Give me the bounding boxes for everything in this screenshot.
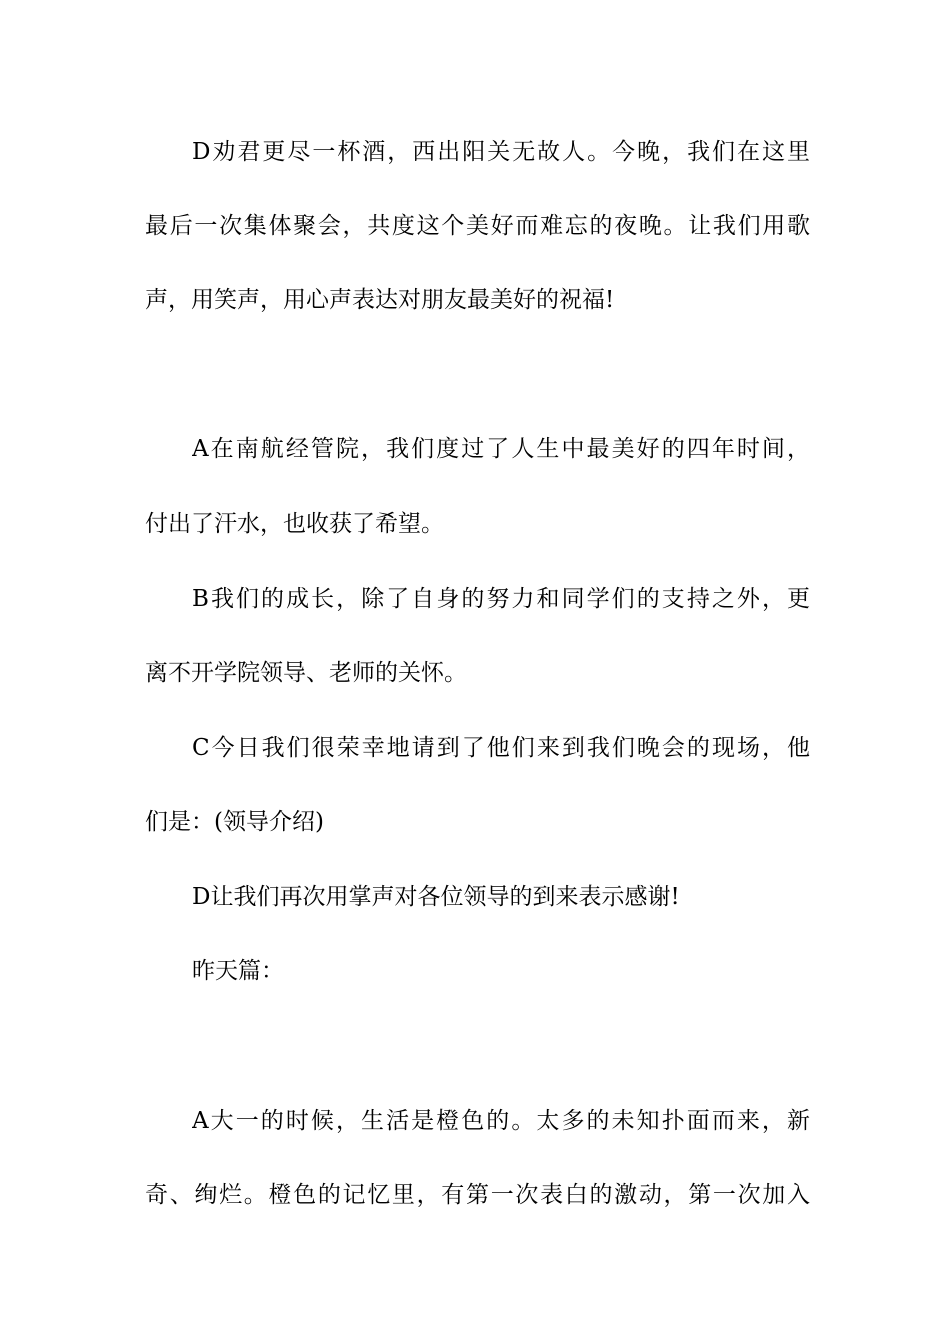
paragraph-line: 付出了汗水，也收获了希望。 xyxy=(145,511,444,537)
paragraph-line: B我们的成长，除了自身的努力和同学们的支持之外，更 xyxy=(192,586,810,612)
section-heading: 昨天篇： xyxy=(192,958,284,984)
paragraph-line: C今日我们很荣幸地请到了他们来到我们晚会的现场，他 xyxy=(192,735,810,761)
paragraph-line: 声，用笑声，用心声表达对朋友最美好的祝福! xyxy=(145,287,615,313)
paragraph-line: 奇、绚烂。橙色的记忆里，有第一次表白的激动，第一次加入 xyxy=(145,1182,810,1208)
paragraph-line: 离不开学院领导、老师的关怀。 xyxy=(145,660,467,686)
paragraph-line: 最后一次集体聚会，共度这个美好而难忘的夜晚。让我们用歌 xyxy=(145,213,810,239)
paragraph-line: A大一的时候，生活是橙色的。太多的未知扑面而来，新 xyxy=(192,1108,810,1134)
paragraph-line: D让我们再次用掌声对各位领导的到来表示感谢! xyxy=(192,884,680,910)
paragraph-line: D劝君更尽一杯酒，西出阳关无故人。今晚，我们在这里 xyxy=(192,139,810,165)
paragraph-line: 们是：(领导介绍) xyxy=(145,809,324,835)
paragraph-line: A在南航经管院，我们度过了人生中最美好的四年时间， xyxy=(192,436,810,462)
